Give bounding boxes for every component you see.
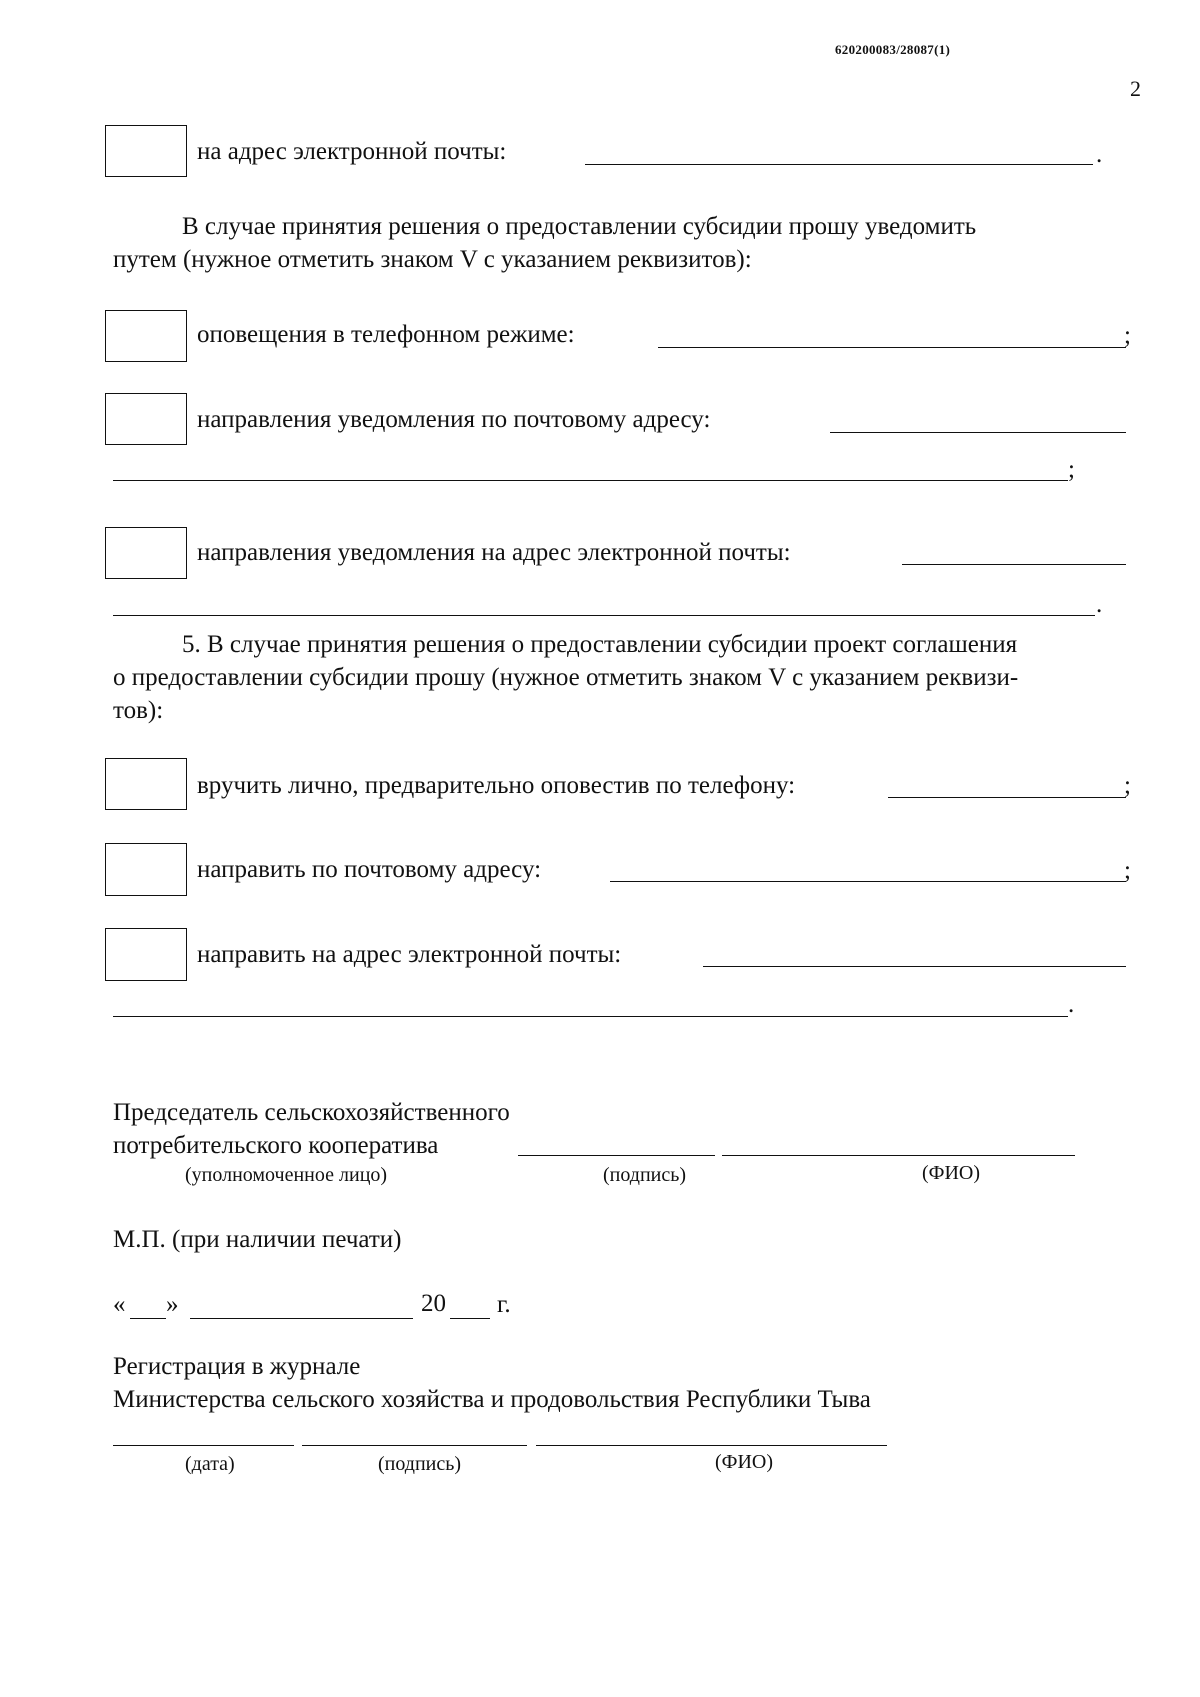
send-post-end: ; <box>1124 857 1131 884</box>
registration-line2: Министерства сельского хозяйства и продовольствия Республики Тыва <box>113 1386 871 1413</box>
send-post-blank-line[interactable] <box>610 881 1126 882</box>
send-email-blank-line-2[interactable] <box>113 1016 1068 1017</box>
option-label-email-top: на адрес электронной почты: <box>197 138 507 165</box>
date-day-blank[interactable] <box>130 1318 166 1319</box>
registration-date-line[interactable] <box>113 1445 294 1446</box>
option-label-send-email: направить на адрес электронной почты: <box>197 941 622 968</box>
section5-line1: 5. В случае принятия решения о предоставлении субсидии проект соглашения <box>182 631 1018 658</box>
date-month-blank[interactable] <box>190 1318 413 1319</box>
checkbox-email-top[interactable] <box>105 125 187 177</box>
registration-caption-name: (ФИО) <box>715 1451 774 1473</box>
signature-sign-line[interactable] <box>518 1155 715 1156</box>
notify-email-end: . <box>1096 591 1103 618</box>
registration-sign-line[interactable] <box>302 1445 527 1446</box>
option-label-send-post: направить по почтовому адресу: <box>197 856 542 883</box>
notify-post-blank-line-1[interactable] <box>830 432 1126 433</box>
section5-line3: тов): <box>113 697 164 724</box>
stamp-note: М.П. (при наличии печати) <box>113 1226 402 1253</box>
notify-intro-line1-text: В случае принятия решения о предоставлении субсидии прошу уведомить <box>182 213 977 240</box>
option-label-notify-post: направления уведомления по почтовому адресу: <box>197 406 711 433</box>
email-top-blank-line[interactable] <box>585 164 1093 165</box>
deliver-personally-end: ; <box>1124 772 1131 799</box>
checkbox-deliver-personally[interactable] <box>105 758 187 810</box>
document-number: 620200083/28087(1) <box>835 42 951 57</box>
page-number: 2 <box>1130 76 1141 101</box>
option-label-notify-phone: оповещения в телефонном режиме: <box>197 321 575 348</box>
registration-line1: Регистрация в журнале <box>113 1353 361 1380</box>
signature-role-line1: Председатель сельскохозяйственного <box>113 1099 510 1126</box>
checkbox-notify-phone[interactable] <box>105 310 187 362</box>
date-open-quote: « <box>113 1291 126 1318</box>
checkbox-notify-post[interactable] <box>105 393 187 445</box>
caption-signature: (подпись) <box>603 1164 687 1186</box>
option-label-deliver-personally: вручить лично, предварительно оповестив по телефону: <box>197 772 796 799</box>
caption-full-name: (ФИО) <box>922 1162 981 1184</box>
notify-post-end: ; <box>1068 456 1075 483</box>
caption-authorized-person: (уполномоченное лицо) <box>185 1164 388 1186</box>
send-email-end: . <box>1068 991 1075 1018</box>
notify-phone-blank-line[interactable] <box>658 347 1126 348</box>
date-close-quote: » <box>166 1291 179 1318</box>
date-year-prefix: 20 <box>421 1290 446 1317</box>
registration-name-line[interactable] <box>536 1445 887 1446</box>
send-email-blank-line-1[interactable] <box>703 966 1126 967</box>
date-year-blank[interactable] <box>450 1318 490 1319</box>
date-year-suffix: г. <box>497 1291 511 1318</box>
checkbox-notify-email[interactable] <box>105 527 187 579</box>
notify-post-blank-line-2[interactable] <box>113 480 1068 481</box>
notify-email-blank-line-2[interactable] <box>113 615 1095 616</box>
notify-intro-line2: путем (нужное отметить знаком V с указанием реквизитов): <box>113 246 752 273</box>
option-label-notify-email: направления уведомления на адрес электронной почты: <box>197 539 791 566</box>
registration-caption-date: (дата) <box>185 1453 235 1475</box>
registration-caption-sign: (подпись) <box>378 1453 462 1475</box>
checkbox-send-email[interactable] <box>105 928 187 981</box>
notify-intro-line1 <box>182 212 976 242</box>
checkbox-send-post[interactable] <box>105 843 187 896</box>
notify-phone-end: ; <box>1124 322 1131 349</box>
deliver-personally-blank-line[interactable] <box>888 797 1126 798</box>
email-top-end: . <box>1096 141 1103 168</box>
notify-email-blank-line-1[interactable] <box>902 564 1126 565</box>
signature-name-line[interactable] <box>722 1155 1075 1156</box>
signature-role-line2: потребительского кооператива <box>113 1132 439 1159</box>
section5-line2: о предоставлении субсидии прошу (нужное отметить знаком V с указанием реквизи- <box>113 664 1019 691</box>
